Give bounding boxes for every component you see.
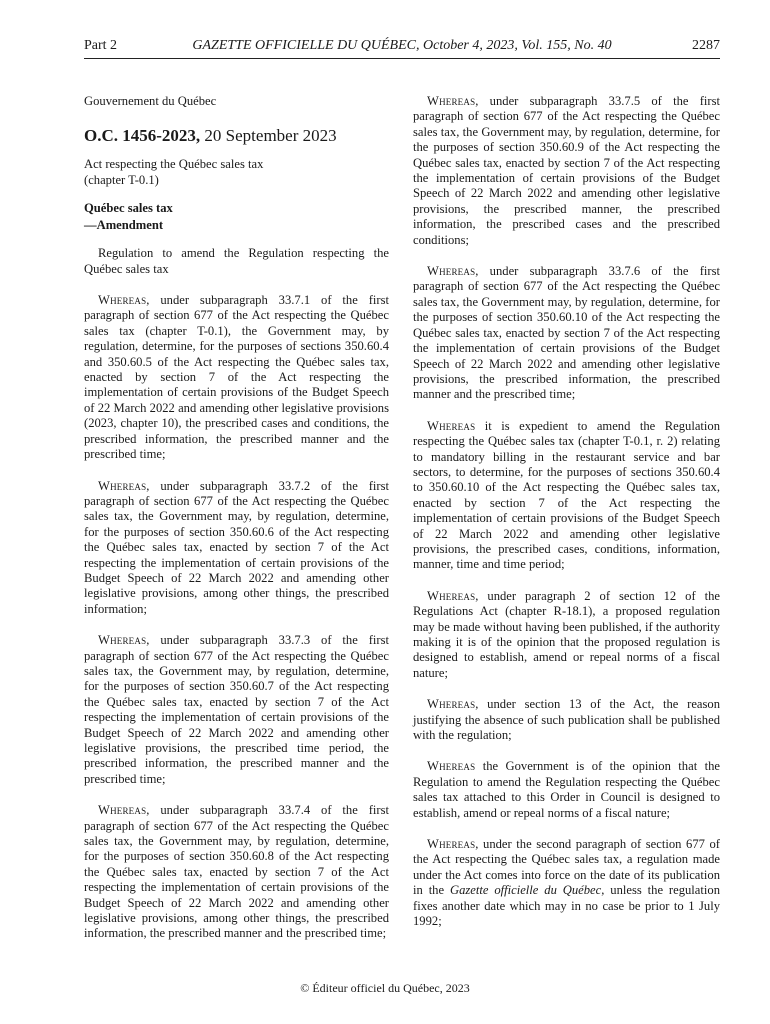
act-chapter: (chapter T-0.1) [84, 172, 159, 187]
page-footer: © Éditeur officiel du Québec, 2023 [300, 981, 470, 995]
header-page-number: 2287 [692, 38, 720, 53]
whereas-word: Whereas [427, 588, 476, 603]
whereas-word: Whereas [98, 478, 147, 493]
paragraph-text: , under section 13 of the Act, the reason justifying the absence of such publication shall be published with the regulation; [413, 697, 720, 743]
whereas-word: Whereas [98, 803, 147, 818]
whereas-paragraph [413, 759, 720, 821]
paragraph-text: the Government is of the opinion that the Regulation to amend the Regulation respecting the Québec sales tax attached to this Order in Council is designed to establish, amend or repeal norms of a fiscal nature; [413, 759, 720, 820]
whereas-word: Whereas [98, 633, 147, 648]
whereas-paragraph [413, 589, 720, 681]
whereas-paragraph [84, 293, 389, 462]
government-line: Gouvernement du Québec [84, 94, 217, 108]
header-title: GAZETTE OFFICIELLE DU QUÉBEC, October 4, 2023, Vol. 155, No. 40 [192, 38, 612, 53]
left-column [84, 94, 389, 958]
paragraph-text-after: , unless the regulation fixes another date which may in no case be prior to 1 July 1992; [413, 883, 720, 929]
heading-line-2: —Amendment [84, 218, 164, 233]
paragraph-text: , under subparagraph 33.7.2 of the first paragraph of section 677 of the Act respecting the Québec sales tax, the Government may, by regulation, determine, for the purposes of section 350.60.6 of the Act respecting the Québec sales tax, enacted by section 7 of the Act respecting the implementation of certain provisions of the Budget Speech of 22 March 2022 and amending other legislative provisions, among other things, the prescribed information; [84, 478, 389, 616]
act-reference [84, 157, 389, 188]
whereas-word: Whereas [427, 759, 476, 774]
paragraph-text: it is expedient to amend the Regulation respecting the Québec sales tax (chapter T-0.1, r. 2) relating to mandatory billing in the restaurant service and bar sectors, to determine, for the purposes of sections 350.60.4 to 350.60.10 of the Act respecting the Québec sales tax, enacted by section 7 of the Act respecting the implementation of certain provisions of the Budget Speech of 22 March 2022 and amending other legislative provisions, the prescribed cases, conditions, information, manner, time and time period; [413, 418, 720, 572]
gazette-name: Gazette officielle du Québec [449, 883, 602, 898]
whereas-paragraph [413, 94, 720, 248]
paragraph-text: , under subparagraph 33.7.6 of the first paragraph of section 677 of the Act respecting the Québec sales tax, the Government may, by regulation, determine, for the purposes of section 350.60.10 of the Act respecting the Québec sales tax, enacted by section 7 of the Act respecting the implementation of certain provisions of the Budget Speech of 22 March 2022 and amending other legislative provisions, the prescribed information, the prescribed manner and the prescribed time; [413, 264, 720, 402]
paragraph-text-before: , under the second paragraph of section 677 of the Act respecting the Québec sales tax, a regulation made under the Act comes into force on the date of its publication in the [413, 837, 720, 898]
order-number: O.C. 1456-2023, [84, 126, 201, 146]
whereas-paragraph-last [413, 837, 720, 929]
whereas-word: Whereas [98, 293, 147, 308]
whereas-paragraph [84, 479, 389, 618]
act-title: Act respecting the Québec sales tax [84, 157, 264, 172]
whereas-word: Whereas [427, 837, 476, 852]
order-date: 20 September 2023 [204, 126, 337, 146]
heading-line-1: Québec sales tax [84, 201, 173, 216]
whereas-paragraph [413, 697, 720, 743]
subject-heading [84, 200, 389, 234]
order-title [84, 125, 389, 147]
paragraph-text: , under subparagraph 33.7.4 of the first paragraph of section 677 of the Act respecting the Québec sales tax, the Government may, by regulation, determine, for the purposes of section 350.60.8 of the Act respecting the Québec sales tax, enacted by section 7 of the Act respecting the implementation of certain provisions of the Budget Speech of 22 March 2022 and amending other legislative provisions, among other things, the prescribed information, the prescribed manner and the prescribed time; [84, 803, 389, 941]
paragraph-text: , under subparagraph 33.7.3 of the first paragraph of section 677 of the Act respecting the Québec sales tax, the Government may, by regulation, determine, for the purposes of section 350.60.7 of the Act respecting the Québec sales tax, enacted by section 7 of the Act respecting the implementation of certain provisions of the Budget Speech of 22 March 2022 and amending other legislative provisions, the prescribed time period, the prescribed information, the prescribed manner and the prescribed time; [84, 633, 389, 786]
paragraph-text: , under subparagraph 33.7.1 of the first paragraph of section 677 of the Act respecting the Québec sales tax (chapter T-0.1), the Government may, by regulation, determine, for the purposes of sections 350.60.4 and 350.60.5 of the Act respecting the Québec sales tax, enacted by section 7 of the Act respecting the implementation of certain provisions of the Budget Speech of 22 March 2022 and amending other legislative provisions (2023, chapter 10), the prescribed cases and conditions, the prescribed information, the prescribed manner and the prescribed time; [84, 293, 389, 462]
whereas-paragraph [84, 803, 389, 942]
whereas-paragraph [84, 633, 389, 787]
whereas-word: Whereas [427, 94, 476, 108]
right-column [413, 94, 720, 946]
whereas-paragraph [413, 419, 720, 573]
whereas-word: Whereas [427, 264, 476, 279]
paragraph-text: , under subparagraph 33.7.5 of the first paragraph of section 677 of the Act respecting the Québec sales tax, the Government may, by regulation, determine, for the purposes of section 350.60.9 of the Act respecting the Québec sales tax, enacted by section 7 of the Act respecting the implementation of certain provisions of the Budget Speech of 22 March 2022 and amending other legislative provisions, the prescribed manner, the prescribed information, the prescribed cases and the prescribed conditions; [413, 94, 720, 247]
whereas-word: Whereas [427, 418, 476, 433]
header-part: Part 2 [84, 38, 118, 53]
regulation-title: Regulation to amend the Regulation respecting the Québec sales tax [84, 246, 389, 276]
whereas-paragraph [413, 264, 720, 403]
paragraph-text: , under paragraph 2 of section 12 of the Regulations Act (chapter R-18.1), a proposed regulation may be made without having been published, if the authority making it is of the opinion that the proposed regulation is designed to establish, amend or repeal norms of a fiscal nature; [413, 588, 720, 680]
whereas-word: Whereas [427, 697, 476, 712]
page-header [84, 36, 720, 59]
